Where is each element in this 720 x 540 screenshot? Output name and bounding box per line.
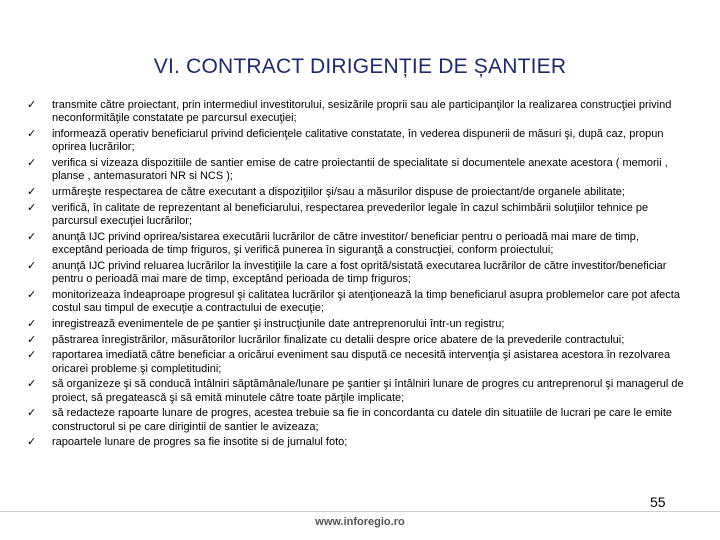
checkmark-icon: ✓ <box>27 157 37 169</box>
list-item-text: verifica si vizeaza dispozitiile de santier emise de catre proiectantii de specialitate si documentele anexate acestora ( memorii , planse , antemasuratori NR si NCS ); <box>52 157 668 183</box>
list-item-text: urmăreşte respectarea de către executant a dispoziţiilor şi/sau a măsurilor dispuse de proiectant/de organele abilitate; <box>52 186 625 198</box>
checkmark-icon: ✓ <box>27 436 37 449</box>
checkmark-icon: ✓ <box>27 288 37 301</box>
list-item <box>24 289 692 315</box>
list-item <box>24 260 692 286</box>
list-item <box>24 349 692 375</box>
list-item-text: anunţă IJC privind oprirea/sistarea executării lucrărilor de către investitor/ beneficiar pentru o perioadă mai mare de timp, exceptând perioada de timp friguros, şi verifică punerea în siguranţă a construcţiei, conform proiectului; <box>52 230 639 256</box>
list-item <box>24 318 692 331</box>
checkmark-icon: ✓ <box>27 186 37 198</box>
checkmark-icon: ✓ <box>27 128 37 140</box>
list-item-text: anunţă IJC privind reluarea lucrărilor la investiţiile la care a fost oprită/sistată executarea lucrărilor de către investitor/beneficiar pentru o perioadă mai mare de timp, exceptând perioada de timp friguros; <box>52 259 667 285</box>
list-item-text: inregistrează evenimentele de pe şantier şi instrucţiunile date antreprenorului într-un registru; <box>52 317 505 330</box>
list-item-text: să redacteze rapoarte lunare de progres, acestea trebuie sa fie in concordanta cu datele din situatiile de lucrari pe care le emite constructorul si pe care dirigintii de santier le avizeaza; <box>52 407 673 433</box>
list-item-text: raportarea imediată către beneficiar a oricărui eveniment sau dispută ce necesită intervenţia şi asistarea acestora în rezolvarea oricarei probleme şi completitudini; <box>52 349 671 375</box>
bullet-list <box>24 99 692 452</box>
checkmark-icon: ✓ <box>27 259 37 272</box>
checkmark-icon: ✓ <box>27 378 37 391</box>
list-item <box>24 436 692 449</box>
checkmark-icon: ✓ <box>27 230 37 243</box>
list-item-text: verifică, în calitate de reprezentant al beneficiarului, respectarea prevederilor legale în cazul schimbării soluţiilor tehnice pe parcursul execuţiei lucrărilor; <box>52 201 649 227</box>
list-item-text: transmite către proiectant, prin intermediul investitorului, sesizările proprii sau ale participanţilor la realizarea construcţiei privind neconformităţile constatate pe parcursul execuţiei; <box>52 99 672 125</box>
list-item-text: monitorizeaza îndeaproape progresul şi calitatea lucrărilor şi atenţionează la timp beneficiarul asupra problemelor care pot afecta costul sau timpul de execuţie a contractului de execuţie; <box>52 288 680 314</box>
page-number: 55 <box>650 494 666 510</box>
list-item <box>24 186 692 199</box>
checkmark-icon: ✓ <box>27 407 37 420</box>
page-title: VI. CONTRACT DIRIGENȚIE DE ȘANTIER <box>153 55 567 78</box>
list-item <box>24 202 692 228</box>
list-item <box>24 407 692 433</box>
list-item-text: păstrarea înregistrărilor, măsurătorilor lucrărilor finalizate cu detalii despre orice abatere de la prevederile contractului; <box>52 333 625 346</box>
checkmark-icon: ✓ <box>27 317 37 330</box>
list-item <box>24 378 692 404</box>
list-item <box>24 128 692 154</box>
list-item-text: să organizeze şi să conducă întâlniri săptămânale/lunare pe şantier şi întâlniri lunare de progres cu antreprenorul şi managerul de proiect, să pregateascǎ şi să emitǎ minutele cǎtre toate pǎrţile implicate; <box>52 378 684 404</box>
list-item <box>24 157 692 183</box>
footer-divider <box>0 511 720 512</box>
list-item-text: informează operativ beneficiarul privind deficienţele calitative constatate, în vederea dispunerii de măsuri şi, după caz, propun oprirea lucrărilor; <box>52 128 664 154</box>
list-item <box>24 334 692 347</box>
list-item-text: rapoartele lunare de progres sa fie insotite si de jurnalul foto; <box>52 436 348 449</box>
checkmark-icon: ✓ <box>27 99 37 111</box>
footer-url[interactable]: www.inforegio.ro <box>315 516 405 528</box>
checkmark-icon: ✓ <box>27 349 37 362</box>
list-item <box>24 99 692 125</box>
checkmark-icon: ✓ <box>27 201 37 214</box>
checkmark-icon: ✓ <box>27 333 37 346</box>
list-item <box>24 231 692 257</box>
